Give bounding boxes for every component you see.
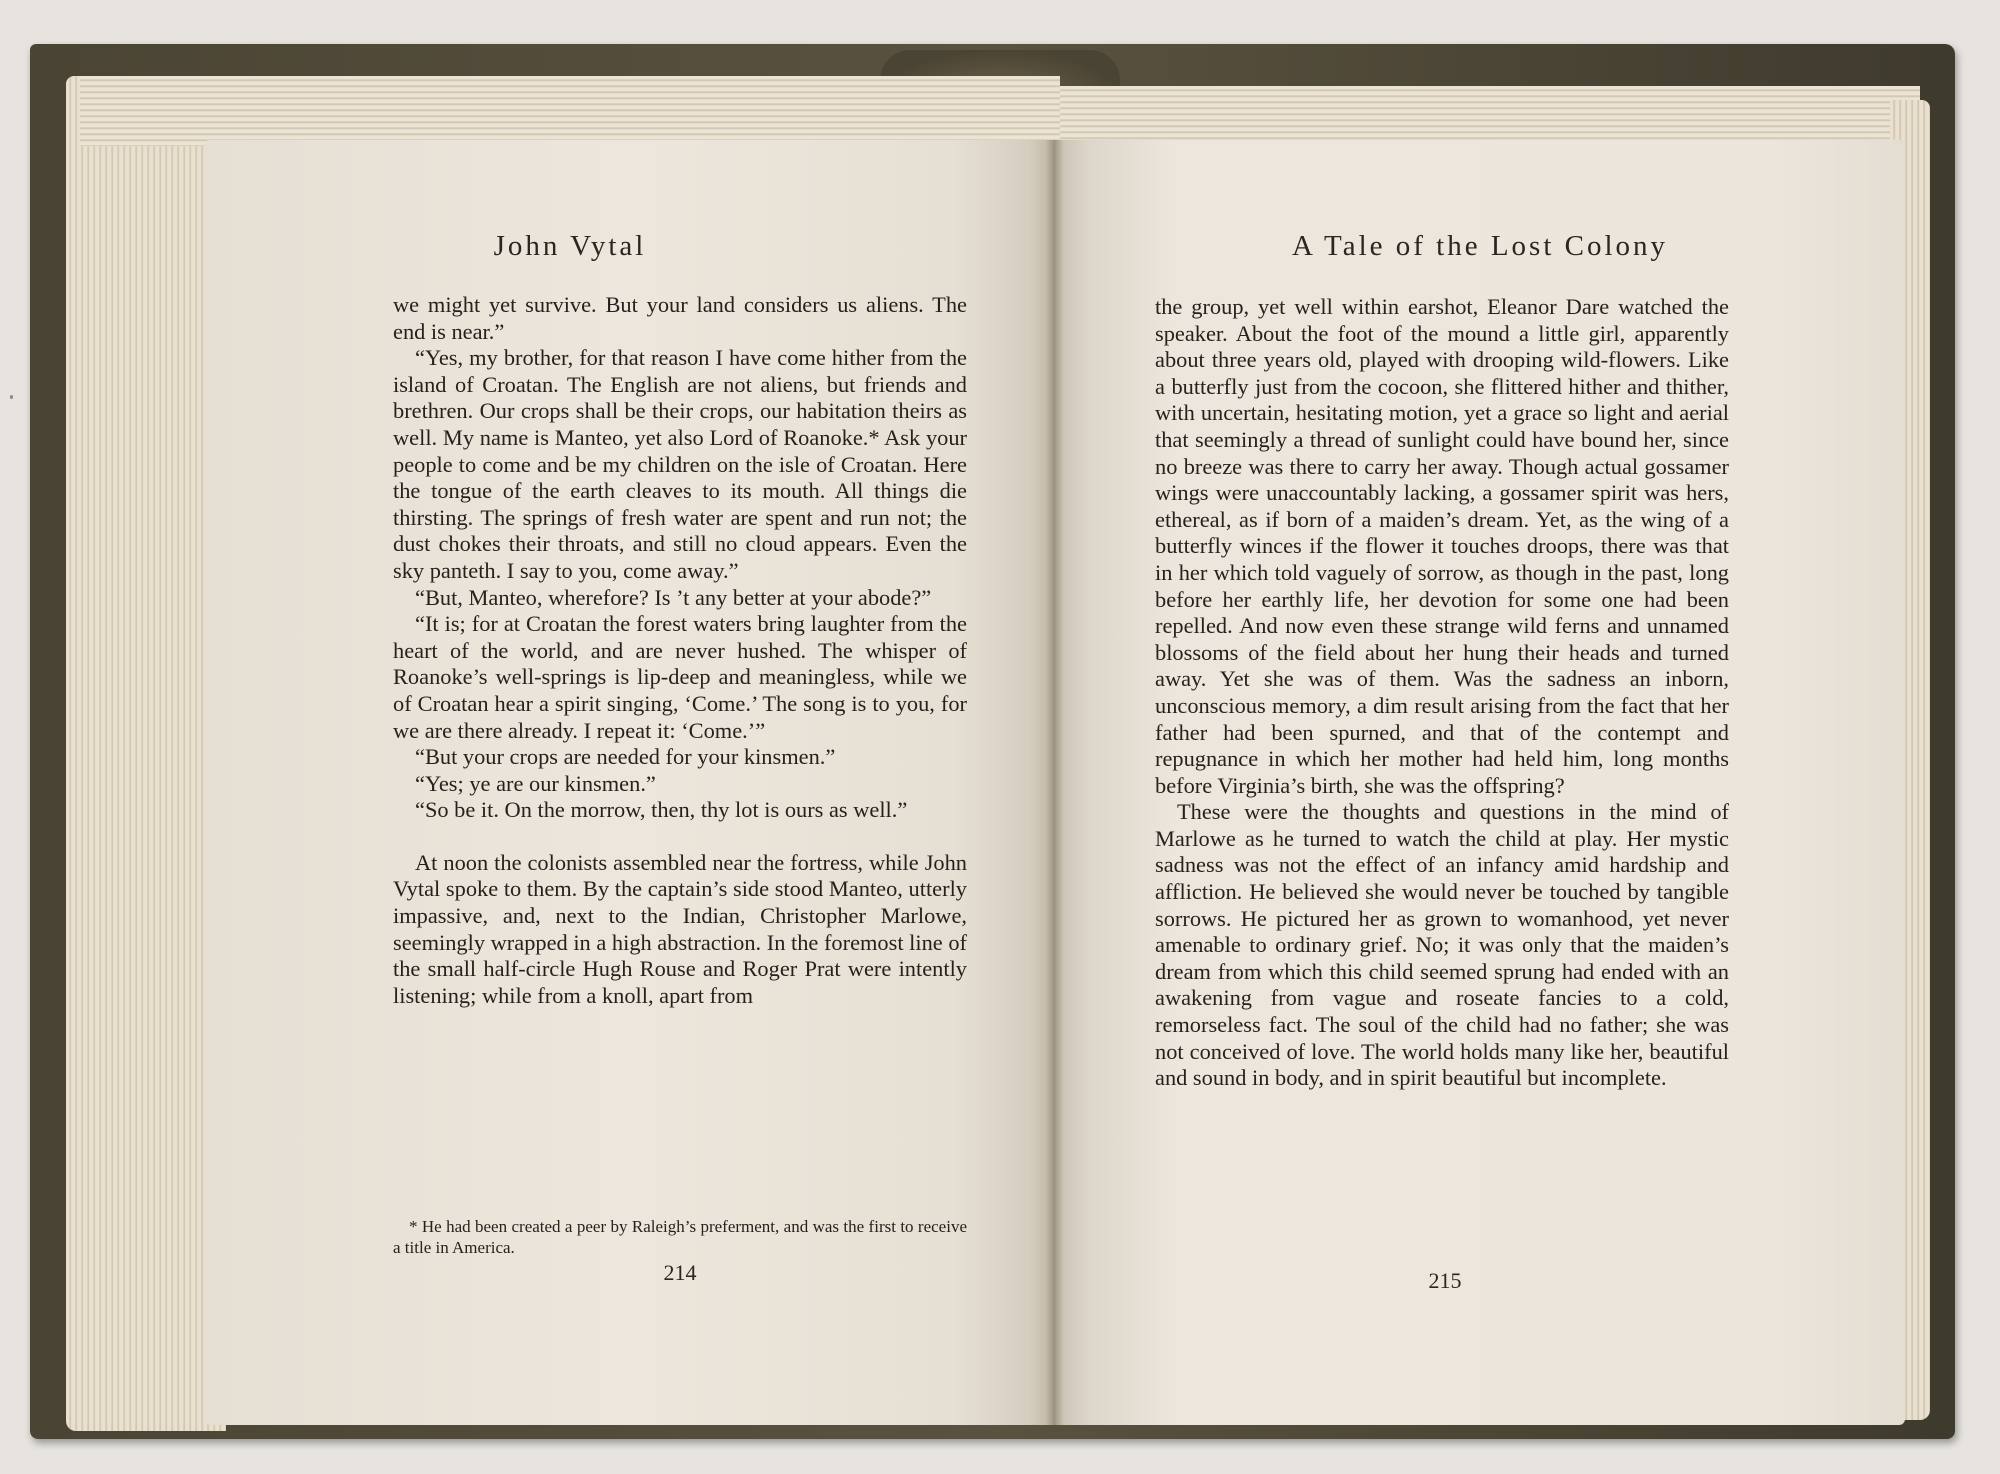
paragraph: “Yes; ye are our kinsmen.” (415, 770, 656, 796)
page-number-left: 214 (663, 1260, 697, 1285)
paragraph: “It is; for at Croatan the forest waters bring laughter from the heart of the world, and are never hushed. The whisper of Roanoke’s well-springs is lip-deep and meaningless, while we of Croatan hear a spirit singing, ‘Come.’ The song is to you, for we are there already. I repeat it: ‘Come.’” (393, 611, 967, 743)
right-page (1055, 140, 1905, 1425)
page-edges-top-left (80, 76, 1060, 146)
running-head-left: John Vytal (493, 230, 647, 262)
paragraph: the group, yet well within earshot, Eleanor Dare watched the speaker. About the foot of the mound a little girl, apparently about three years old, played with drooping wild-flowers. Like a butterfly just from the cocoon, she flittered hither and thither, with uncertain, hesitating motion, yet a grace so light and aerial that seemingly a thread of sunlight could have bound her, since no breeze was there to carry her away. Though actual gossamer wings were unaccountably lacking, a gossamer spirit was hers, ethereal, as if born of a maiden’s dream. Yet, as the wing of a butterfly winces if the flower it touches droops, there was that in her which told vaguely of sorrow, as though in the past, long before her earthly life, her devotion for some one had been repelled. And now even these strange wild ferns and unnamed blossoms of the field about her hung their heads and turned away. Yet she was of them. Was the sadness an inborn, unconscious memory, a dim result arising from the fact that her father had been spurned, and that of the contempt and repugnance in which her mother had held him, long months before Virginia’s birth, she was the offspring? (1155, 294, 1729, 798)
paragraph: “But your crops are needed for your kinsmen.” (415, 744, 836, 770)
paragraph: “Yes, my brother, for that reason I have come hither from the island of Croatan. The English are not aliens, but friends and brethren. Our crops shall be their crops, our habitation theirs as well. My name is Manteo, yet also Lord of Roanoke.* Ask your people to come and be my children on the isle of Croatan. Here the tongue of the earth cleaves to its mouth. All things die thirsting. The springs of fresh water are spent and run not; the dust chokes their throats, and still no cloud appears. Even the sky panteth. I say to you, come away.” (393, 345, 967, 583)
page-edges-left (66, 76, 226, 1431)
paragraph: These were the thoughts and questions in the mind of Marlowe as he turned to watch the child at play. Her mystic sadness was not the effect of an infancy amid hardship and affliction. He believed she would never be touched by tangible sorrows. He pictured her as grown to womanhood, yet never amenable to ordinary grief. No; it was only that the maiden’s dream from which this child seemed sprung had ended with an awakening from vague and roseate fancies to a cold, remorseless fact. The soul of the child had no father; she was not conceived of love. The world holds many like her, beautiful and sound in body, and in spirit beautiful but incomplete. (1155, 799, 1729, 1091)
left-page (205, 140, 1055, 1425)
paragraph: “So be it. On the morrow, then, thy lot is ours as well.” (415, 797, 908, 823)
left-page-body (393, 292, 967, 1009)
book-gutter (1046, 140, 1064, 1425)
speck (10, 395, 13, 399)
page-number-right: 215 (1428, 1268, 1462, 1293)
running-head-right: A Tale of the Lost Colony (1291, 230, 1669, 262)
paragraph: At noon the colonists assembled near the fortress, while John Vytal spoke to them. By the captain’s side stood Manteo, utterly impassive, and, next to the Indian, Christopher Marlowe, seemingly wrapped in a high abstraction. In the foremost line of the small half-circle Hugh Rouse and Roger Prat were intently listening; while from a knoll, apart from (393, 849, 967, 1008)
paragraph: “But, Manteo, wherefore? Is ’t any better at your abode?” (415, 584, 932, 610)
paragraph: we might yet survive. But your land considers us aliens. The end is near.” (393, 292, 967, 344)
page-edges-top-right (1060, 86, 1920, 146)
footnote: * He had been created a peer by Raleigh’s preferment, and was the first to receive a title in America. (393, 1217, 967, 1257)
right-page-body (1155, 294, 1729, 1092)
